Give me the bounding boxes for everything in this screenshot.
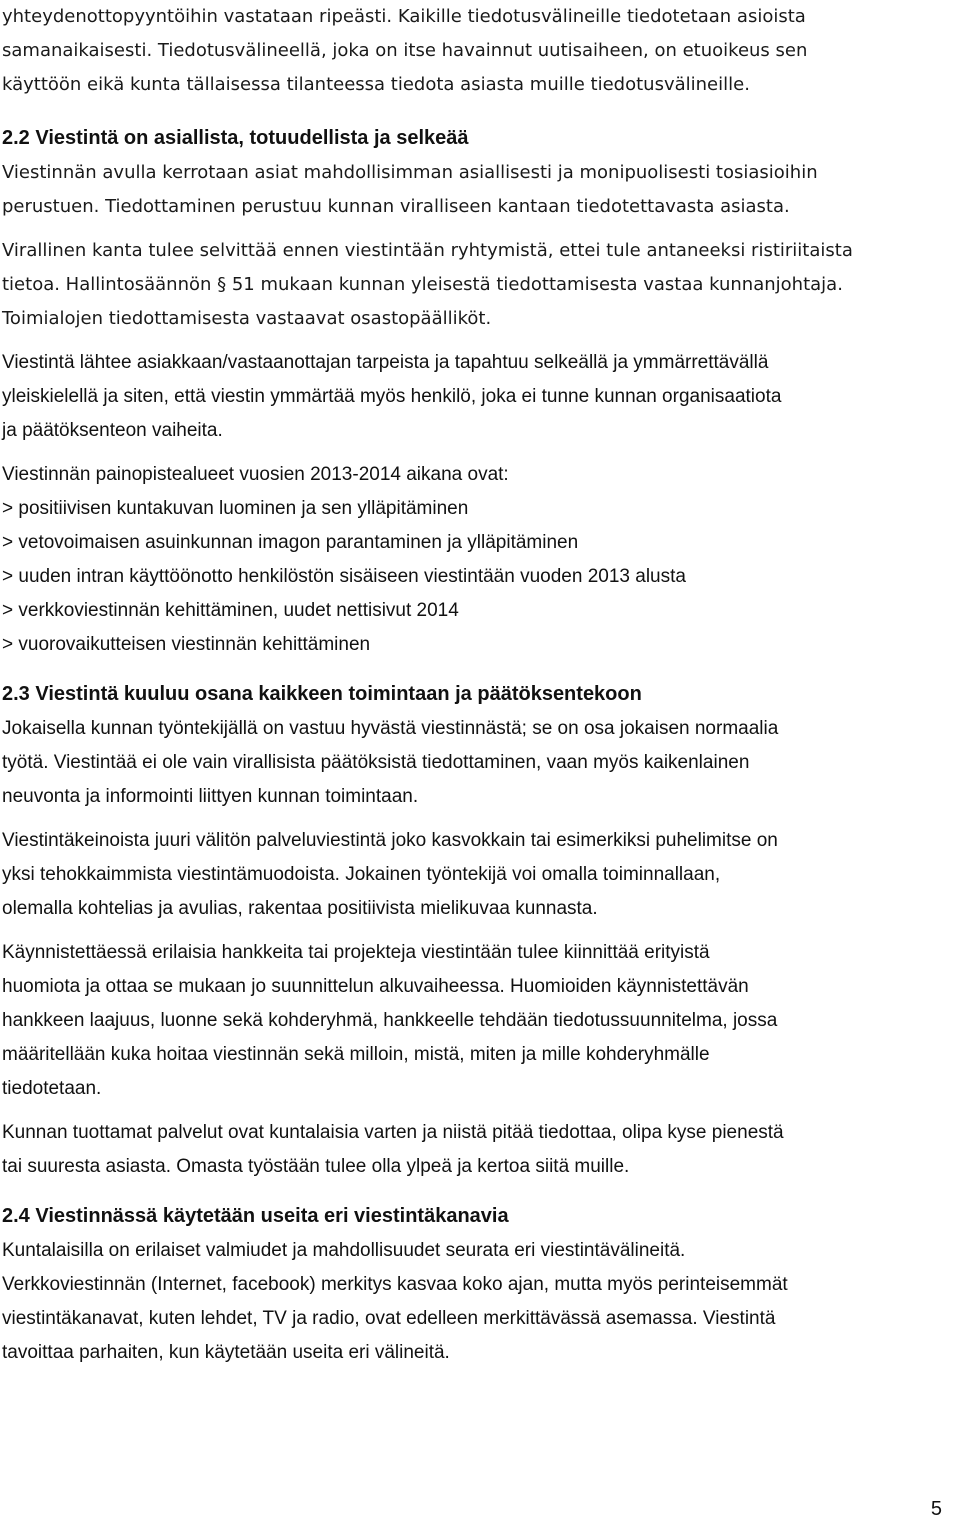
focus-area-item: > positiivisen kuntakuvan luominen ja sen ylläpitäminen (2, 498, 469, 519)
paragraph-line: Viestintä lähtee asiakkaan/vastaanottajan tarpeista ja tapahtuu selkeällä ja ymmärrettävällä (2, 352, 769, 373)
paragraph-line: viestintäkanavat, kuten lehdet, TV ja radio, ovat edelleen merkittävässä asemassa. Viestintä (2, 1308, 776, 1329)
section-2-4-paragraph-1 (2, 1234, 950, 1370)
focus-areas-title: Viestinnän painopistealueet vuosien 2013-2014 aikana ovat: (2, 464, 509, 485)
paragraph-line: olemalla kohtelias ja avulias, rakentaa positiivista mielikuvaa kunnasta. (2, 898, 598, 919)
paragraph-line: Kuntalaisilla on erilaiset valmiudet ja mahdollisuudet seurata eri viestintävälineitä. (2, 1240, 686, 1261)
section-2-3-paragraph-4 (2, 1116, 950, 1184)
paragraph-line: Viestinnän avulla kerrotaan asiat mahdollisimman asiallisesti ja monipuolisesti tosiasioihin (2, 162, 818, 183)
intro-line-2: samanaikaisesti. Tiedotusvälineellä, joka on itse havainnut uutisaiheen, on etuoikeus sen (2, 40, 808, 61)
intro-line-3: käyttöön eikä kunta tällaisessa tilanteessa tiedota asiasta muille tiedotusvälineille. (2, 74, 750, 95)
paragraph-line: perustuen. Tiedottaminen perustuu kunnan viralliseen kantaan tiedotettavasta asiasta. (2, 196, 790, 217)
section-2-4 (2, 1198, 950, 1370)
paragraph-line: tavoittaa parhaiten, kun käytetään useita eri välineitä. (2, 1342, 450, 1363)
focus-area-item: > vetovoimaisen asuinkunnan imagon parantaminen ja ylläpitäminen (2, 532, 579, 553)
paragraph-line: yksi tehokkaimmista viestintämuodoista. Jokainen työntekijä voi omalla toiminnallaan, (2, 864, 721, 885)
section-2-2-paragraph-1 (2, 156, 950, 224)
paragraph-line: ja päätöksenteon vaiheita. (2, 420, 223, 441)
paragraph-line: työtä. Viestintää ei ole vain virallisista päätöksistä tiedottaminen, vaan myös kaikenlainen (2, 752, 750, 773)
focus-area-item: > verkkoviestinnän kehittäminen, uudet nettisivut 2014 (2, 600, 459, 621)
paragraph-line: tai suuresta asiasta. Omasta työstään tulee olla ylpeä ja kertoa siitä muille. (2, 1156, 630, 1177)
paragraph-line: Virallinen kanta tulee selvittää ennen viestintään ryhtymistä, ettei tule antaneeksi ristiriitaista (2, 240, 853, 261)
paragraph-line: hankkeen laajuus, luonne sekä kohderyhmä, hankkeelle tehdään tiedotussuunnitelma, jossa (2, 1010, 778, 1031)
paragraph-line: tiedotetaan. (2, 1078, 102, 1099)
section-2-3-heading: 2.3 Viestintä kuuluu osana kaikkeen toimintaan ja päätöksentekoon (2, 683, 642, 705)
paragraph-line: Verkkoviestinnän (Internet, facebook) merkitys kasvaa koko ajan, mutta myös perinteisemmät (2, 1274, 788, 1295)
section-2-3-paragraph-2 (2, 824, 950, 926)
paragraph-line: Viestintäkeinoista juuri välitön palveluviestintä joko kasvokkain tai esimerkiksi puhelimitse on (2, 830, 778, 851)
focus-areas (2, 458, 950, 662)
section-2-2-paragraph-3 (2, 346, 950, 448)
paragraph-line: huomiota ja ottaa se mukaan jo suunnittelun alkuvaiheessa. Huomioiden käynnistettävän (2, 976, 749, 997)
paragraph-line: tietoa. Hallintosäännön § 51 mukaan kunnan yleisestä tiedottamisesta vastaa kunnanjohtaja. (2, 274, 843, 295)
paragraph-line: yleiskielellä ja siten, että viestin ymmärtää myös henkilö, joka ei tunne kunnan organisaatiota (2, 386, 782, 407)
paragraph-line: neuvonta ja informointi liittyen kunnan toimintaan. (2, 786, 419, 807)
page-number: 5 (930, 1498, 942, 1520)
focus-area-item: > vuorovaikutteisen viestinnän kehittäminen (2, 634, 371, 655)
paragraph-line: määritellään kuka hoitaa viestinnän sekä milloin, mistä, miten ja mille kohderyhmälle (2, 1044, 710, 1065)
paragraph-line: Jokaisella kunnan työntekijällä on vastuu hyvästä viestinnästä; se on osa jokaisen normaalia (2, 718, 779, 739)
section-2-4-heading: 2.4 Viestinnässä käytetään useita eri viestintäkanavia (2, 1205, 509, 1227)
intro-paragraph (2, 0, 950, 102)
paragraph-line: Toimialojen tiedottamisesta vastaavat osastopäälliköt. (2, 308, 492, 329)
intro-line-1: yhteydenottopyyntöihin vastataan ripeästi. Kaikille tiedotusvälineille tiedotetaan asioista (2, 6, 806, 27)
section-2-2 (2, 120, 950, 662)
section-2-2-heading: 2.2 Viestintä on asiallista, totuudellista ja selkeää (2, 127, 469, 149)
section-2-3 (2, 676, 950, 1184)
paragraph-line: Käynnistettäessä erilaisia hankkeita tai projekteja viestintään tulee kiinnittää erityistä (2, 942, 710, 963)
section-2-3-paragraph-3 (2, 936, 950, 1106)
focus-area-item: > uuden intran käyttöönotto henkilöstön sisäiseen viestintään vuoden 2013 alusta (2, 566, 686, 587)
section-2-3-paragraph-1 (2, 712, 950, 814)
section-2-2-paragraph-2 (2, 234, 950, 336)
paragraph-line: Kunnan tuottamat palvelut ovat kuntalaisia varten ja niistä pitää tiedottaa, olipa kyse pienestä (2, 1122, 784, 1143)
